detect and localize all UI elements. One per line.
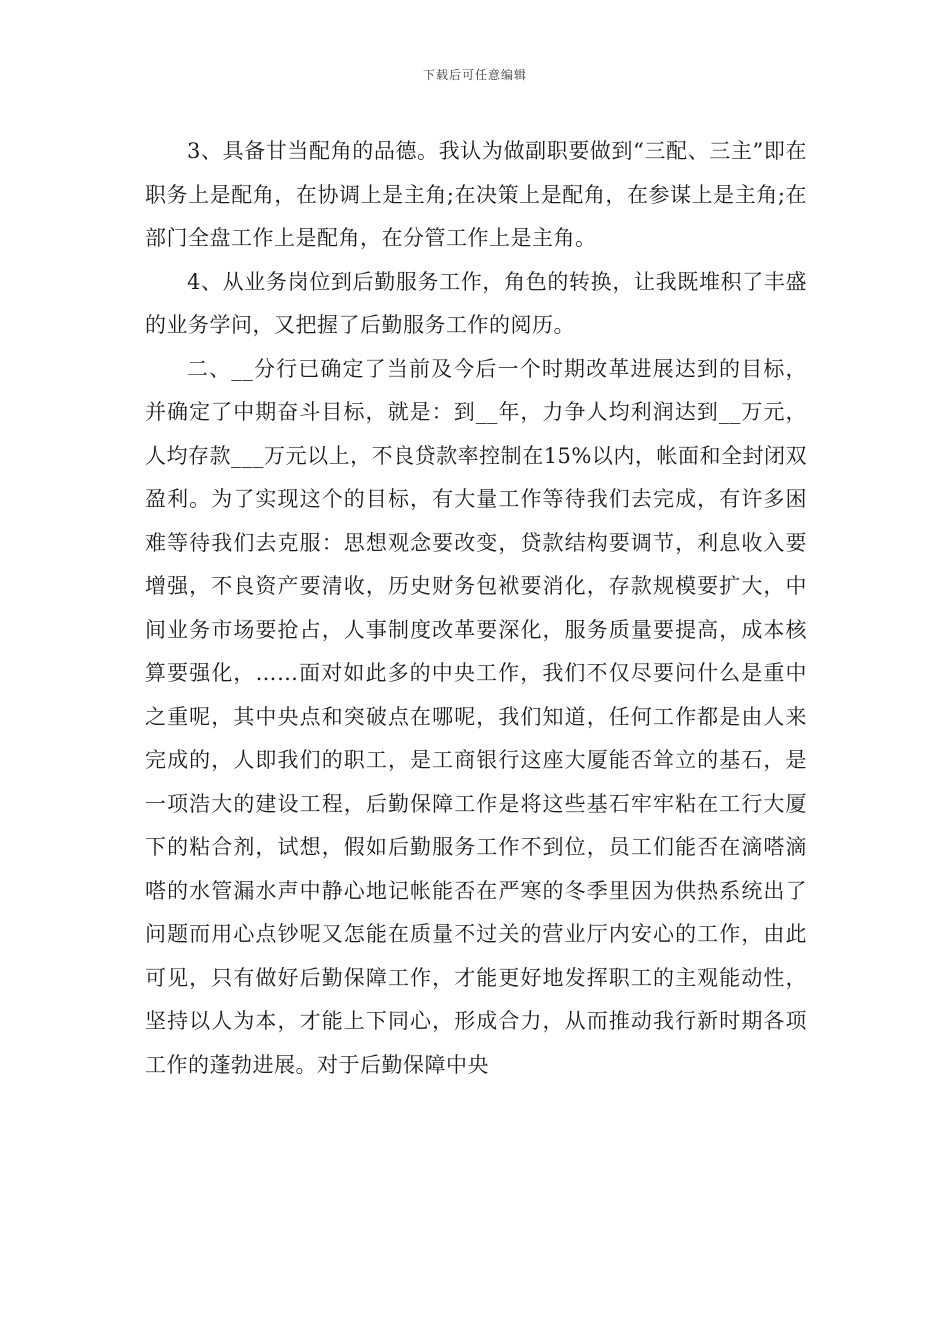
paragraph-3: 二、__分行已确定了当前及今后一个时期改革进展达到的目标，并确定了中期奋斗目标，就是：到__年，力争人均利润达到__万元，人均存款___万元以上，不良贷款率控制在15%以内，帐面和全封闭双盈利。为了实现这个的目标，有大量工作等待我们去完成，有许多困难等待我们去克服：思想观念要改变，贷款结构要调节，利息收入要增强，不良资产要清收，历史财务包袱要消化，存款规模要扩大，中间业务市场要抢占，人事制度改革要深化，服务质量要提高，成本核算要强化，……面对如此多的中央工作，我们不仅尽要问什么是重中之重呢，其中央点和突破点在哪呢，我们知道，任何工作都是由人来完成的，人即我们的职工，是工商银行这座大厦能否耸立的基石，是一项浩大的建设工程，后勤保障工作是将这些基石牢牢粘在工行大厦下的粘合剂，试想，假如后勤服务工作不到位，员工们能否在滴嗒滴嗒的水管漏水声中静心地记帐能否在严寒的冬季里因为供热系统出了问题而用心点钞呢又怎能在质量不过关的营业厅内安心的工作，由此可见，只有做好后勤保障工作，才能更好地发挥职工的主观能动性，坚持以人为本，才能上下同心，形成合力，从而推动我行新时期各项工作的蓬勃进展。对于后勤保障中央	[145, 356, 807, 1077]
document-body	[145, 130, 807, 1087]
paragraph-1: 3、具备甘当配角的品德。我认为做副职要做到“三配、三主”即在职务上是配角，在协调上是主角;在决策上是配角，在参谋上是主角;在部门全盘工作上是配角，在分管工作上是主角。	[145, 139, 807, 250]
page-header: 下载后可任意编辑	[422, 68, 527, 82]
paragraph-2: 4、从业务岗位到后勤服务工作，角色的转换，让我既堆积了丰盛的业务学问，又把握了后勤服务工作的阅历。	[145, 269, 807, 337]
